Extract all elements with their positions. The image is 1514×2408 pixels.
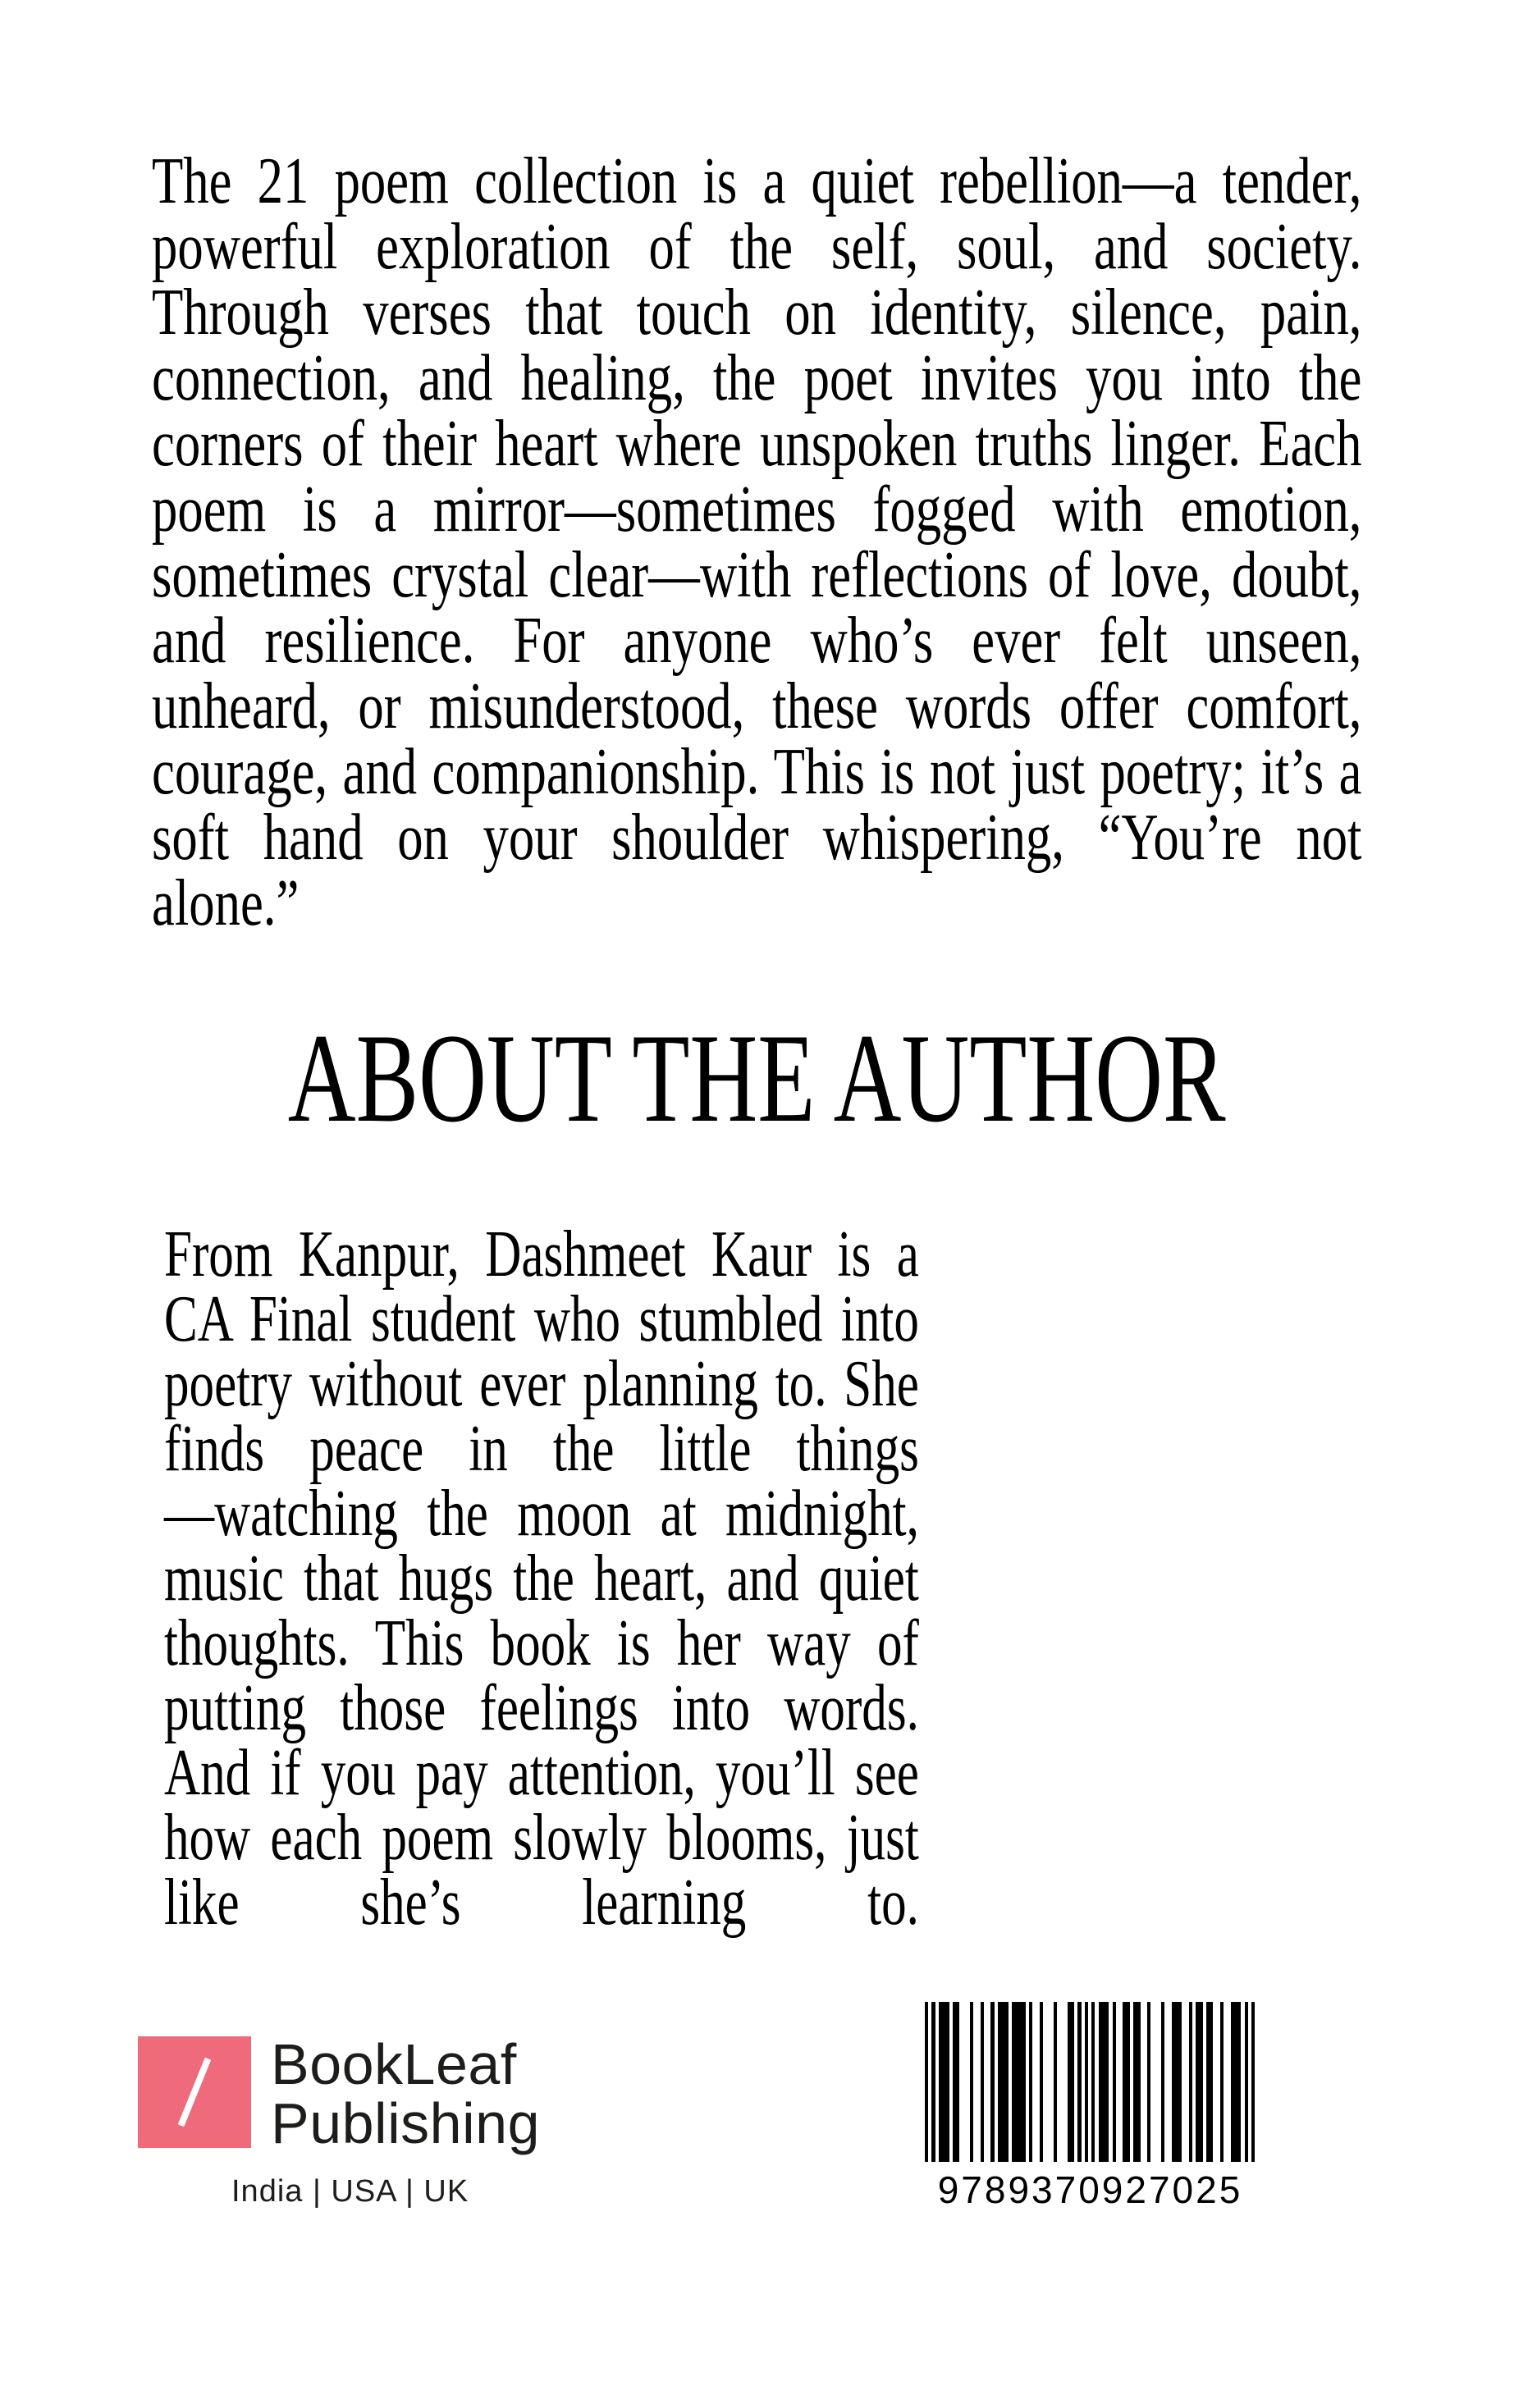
slash-icon (178, 2058, 211, 2127)
synopsis-paragraph: The 21 poem collection is a quiet rebellion—a tender, powerful exploration of the self, soul, and society. Through verses that touch on identity, silence, pain, connection, and healing, the poet invites you into the corners of their heart where unspoken truths linger. Each poem is a mirror—sometimes fogged with emotion, sometimes crystal clear—with reflections of love, doubt, and resilience. For anyone who’s ever felt unseen, unheard, or misunderstood, these words offer comfort, courage, and companionship. This is not just poetry; it’s a soft hand on your shoulder whispering, “You’re not alone.” (152, 144, 1362, 939)
isbn-number: 9789370927025 (937, 2168, 1243, 2211)
about-the-author-heading-text: ABOUT THE AUTHOR (288, 1008, 1226, 1149)
publisher-name (271, 2032, 540, 2155)
author-bio-paragraph: From Kanpur, Dashmeet Kaur is a CA Final student who stumbled into poetry without ever planning to. She finds peace in the little things—⁠watching the moon at midnight, music that hugs the heart, and quiet thoughts. This book is her way of putting those feelings into words. And if you pay attention, you’ll see how each poem slowly blooms, just like she’s learning to. (164, 1217, 919, 1939)
publisher-name-line1: BookLeaf (271, 2032, 517, 2096)
bookleaf-logo-mark (138, 2036, 251, 2148)
isbn-barcode (925, 2002, 1256, 2162)
barcode-bar (1251, 2002, 1255, 2162)
publisher-name-line2: Publishing (271, 2091, 540, 2155)
about-the-author-heading (0, 1008, 1514, 1149)
publisher-regions: India | USA | UK (231, 2174, 469, 2209)
